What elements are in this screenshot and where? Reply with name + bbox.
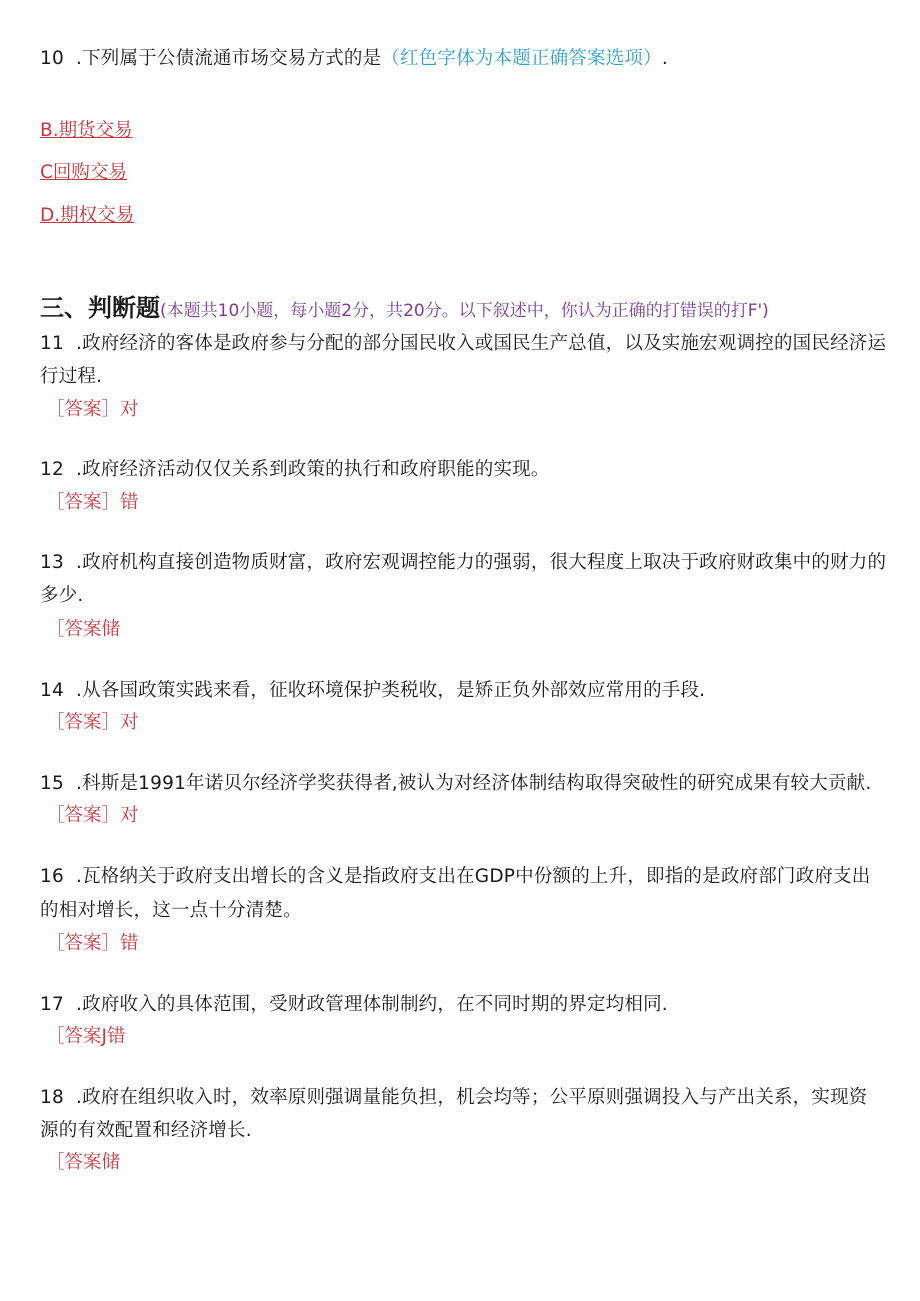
question-16 — [40, 862, 870, 888]
question-number: 10 — [40, 48, 64, 69]
question-text: .政府经济活动仅仅关系到政策的执行和政府职能的实现。 — [76, 459, 550, 480]
option-b: B.期货交易 — [40, 120, 133, 141]
answer-11: ［答案］对 — [46, 399, 139, 420]
question-text: .政府收入的具体范围，受财政管理体制制约，在不同时期的界定均相同. — [76, 994, 668, 1015]
question-18-continuation: 源的有效配置和经济增长. — [40, 1120, 252, 1141]
question-13 — [40, 548, 886, 574]
answer-12: ［答案］错 — [46, 492, 139, 513]
section-title: 三、判断题 — [40, 294, 160, 322]
question-10 — [40, 44, 668, 70]
question-15 — [40, 769, 871, 795]
section-note: (本题共10小题，每小题2分，共20分。以下叙述中，你认为正确的打错误的打F') — [160, 301, 769, 321]
question-text: .从各国政策实践来看，征收环境保护类税收，是矫正负外部效应常用的手段. — [76, 680, 706, 701]
question-12 — [40, 455, 550, 481]
question-text: .政府机构直接创造物质财富，政府宏观调控能力的强弱，很大程度上取决于政府财政集中的财力的 — [76, 552, 887, 573]
question-text: .科斯是1991年诺贝尔经济学奖获得者,被认为对经济体制结构取得突破性的研究成果有较大贡献. — [76, 773, 872, 794]
question-number: 17 — [40, 994, 64, 1015]
question-number: 14 — [40, 680, 64, 701]
answer-17: ［答案J错 — [46, 1026, 126, 1047]
question-text: .政府经济的客体是政府参与分配的部分国民收入或国民生产总值，以及实施宏观调控的国民经济运 — [76, 333, 887, 354]
question-number: 11 — [40, 333, 64, 354]
question-14 — [40, 676, 705, 702]
question-11 — [40, 329, 886, 355]
answer-18: ［答案储 — [46, 1152, 121, 1173]
option-c: C回购交易 — [40, 162, 127, 183]
question-number: 12 — [40, 459, 64, 480]
question-text: .政府在组织收入时，效率原则强调量能负担，机会均等；公平原则强调投入与产出关系，实现资 — [76, 1087, 868, 1108]
question-11-continuation: 行过程. — [40, 366, 103, 387]
question-text: .下列属于公债流通市场交易方式的是 — [76, 48, 382, 69]
question-number: 13 — [40, 552, 64, 573]
question-number: 16 — [40, 866, 64, 887]
answer-14: ［答案］对 — [46, 712, 139, 733]
question-16-continuation: 的相对增长，这一点十分清楚。 — [40, 900, 302, 921]
section-heading — [40, 288, 769, 323]
answer-15: ［答案］对 — [46, 805, 139, 826]
answer-hint: （红色字体为本题正确答案选项） — [381, 48, 662, 69]
question-13-continuation: 多少. — [40, 585, 84, 606]
question-text: .瓦格纳关于政府支出增长的含义是指政府支出在GDP中份额的上升，即指的是政府部门政府支出 — [76, 866, 871, 887]
answer-16: ［答案］错 — [46, 933, 139, 954]
question-number: 15 — [40, 773, 64, 794]
question-18 — [40, 1083, 867, 1109]
question-17 — [40, 990, 668, 1016]
answer-13: ［答案储 — [46, 619, 121, 640]
question-number: 18 — [40, 1087, 64, 1108]
option-d: D.期权交易 — [40, 205, 135, 226]
question-tail: . — [661, 48, 668, 69]
